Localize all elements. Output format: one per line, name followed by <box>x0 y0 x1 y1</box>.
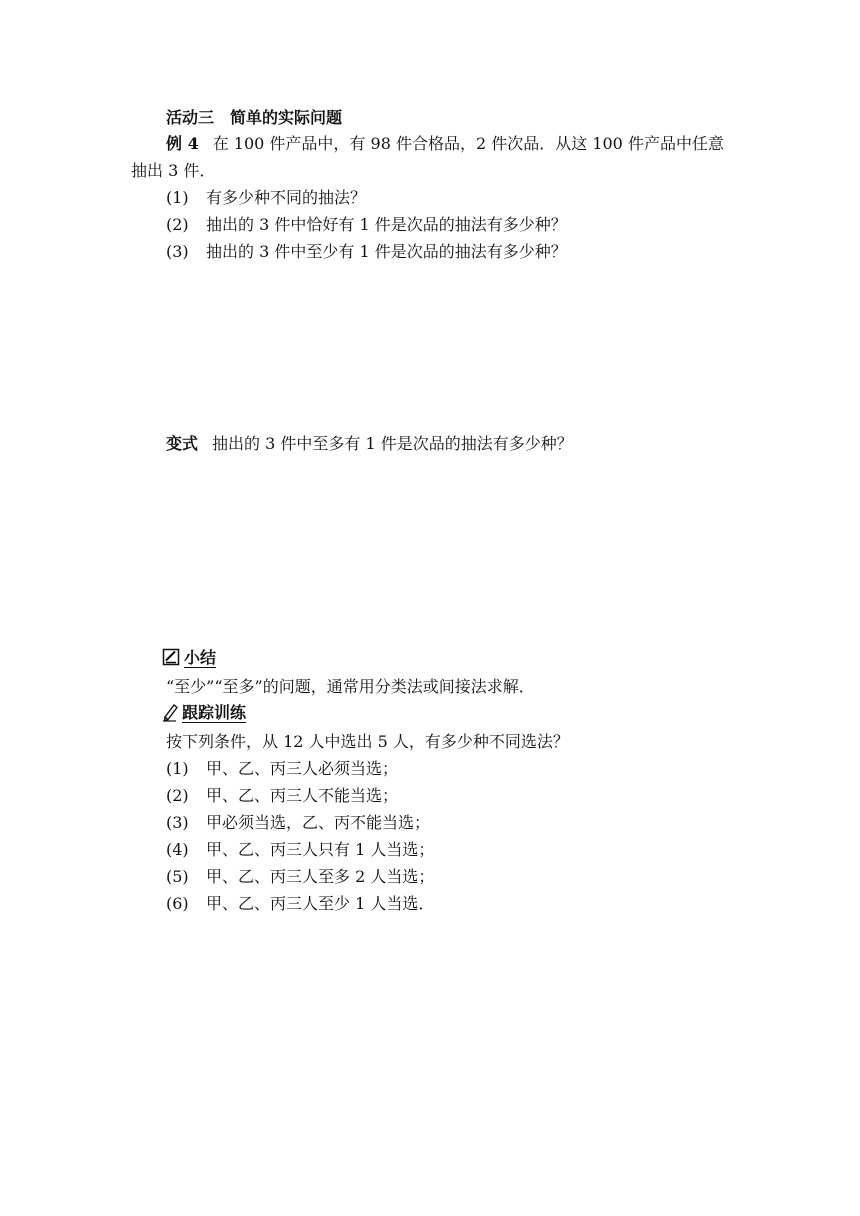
example-item <box>166 187 366 209</box>
example-item <box>166 214 567 236</box>
item-number: (3) <box>166 813 189 832</box>
practice-item <box>166 839 434 861</box>
item-text: 抽出的 3 件中恰好有 1 件是次品的抽法有多少种？ <box>206 215 567 234</box>
practice-heading <box>162 702 246 728</box>
practice-item <box>166 866 434 888</box>
item-number: (4) <box>166 840 189 859</box>
item-text: 抽出的 3 件中至少有 1 件是次品的抽法有多少种？ <box>206 242 567 261</box>
item-text: 甲、乙、丙三人必须当选； <box>206 759 399 778</box>
example-text: 在 100 件产品中，有 98 件合格品，2 件次品．从这 100 件产品中任意 <box>212 134 724 153</box>
item-text: 甲必须当选，乙、丙不能当选； <box>206 813 431 832</box>
item-text: 甲、乙、丙三人至少 1 人当选． <box>206 894 435 913</box>
item-text: 甲、乙、丙三人不能当选； <box>206 786 399 805</box>
pencil-note-icon <box>162 647 182 673</box>
item-number: (3) <box>166 242 189 261</box>
item-number: (2) <box>166 215 189 234</box>
summary-title: 小结 <box>184 648 217 667</box>
variant-text: 抽出的 3 件中至多有 1 件是次品的抽法有多少种？ <box>212 434 573 453</box>
item-number: (1) <box>166 188 189 207</box>
example-line-2: 抽出 3 件． <box>131 161 216 180</box>
summary-heading <box>162 647 216 673</box>
item-text: 甲、乙、丙三人只有 1 人当选； <box>206 840 435 859</box>
variant-label: 变式 <box>166 434 199 453</box>
example-label: 例 4 <box>166 134 199 153</box>
variant-line <box>166 433 573 455</box>
item-text: 甲、乙、丙三人至多 2 人当选； <box>206 867 435 886</box>
practice-title: 跟踪训练 <box>182 703 247 722</box>
practice-item <box>166 785 398 807</box>
practice-item <box>166 893 434 915</box>
practice-item <box>166 812 430 834</box>
pencil-icon <box>162 702 180 728</box>
item-text: 有多少种不同的抽法？ <box>206 188 367 207</box>
summary-text: “至少”“至多”的问题，通常用分类法或间接法求解． <box>166 677 535 696</box>
item-number: (1) <box>166 759 189 778</box>
item-number: (2) <box>166 786 189 805</box>
practice-intro: 按下列条件，从 12 人中选出 5 人，有多少种不同选法？ <box>166 732 569 751</box>
item-number: (5) <box>166 867 189 886</box>
example-item <box>166 241 567 263</box>
item-number: (6) <box>166 894 189 913</box>
example-line-1 <box>166 133 724 155</box>
practice-item <box>166 758 398 780</box>
activity-heading: 活动三 简单的实际问题 <box>166 108 343 127</box>
